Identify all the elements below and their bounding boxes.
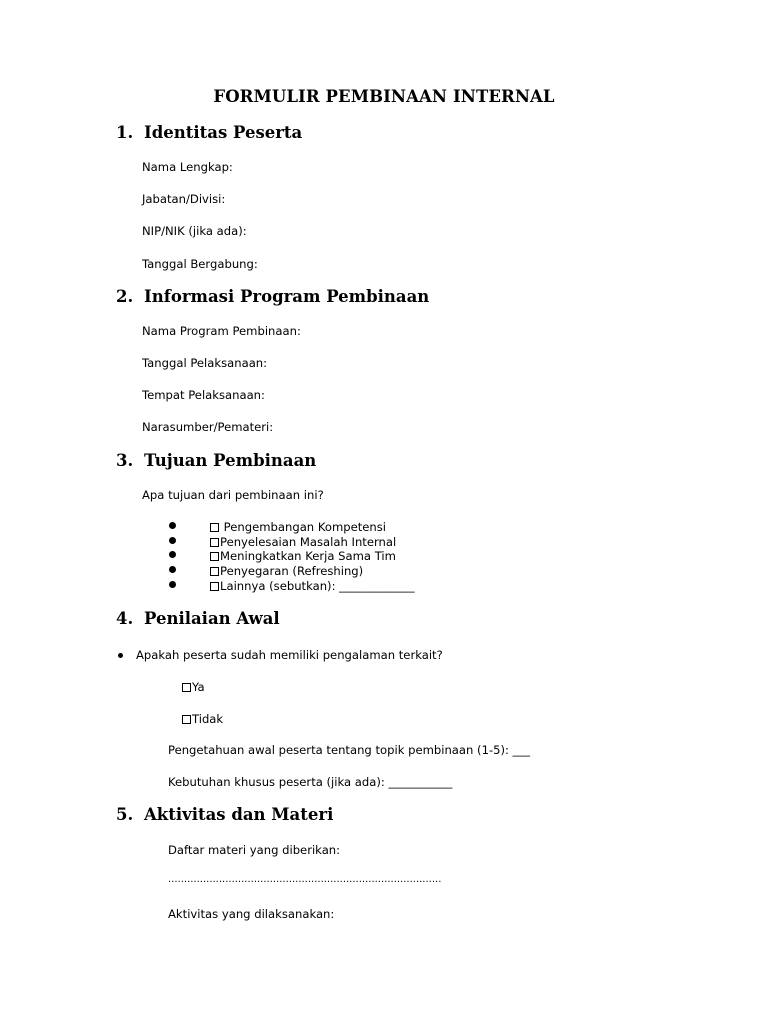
question-pengalaman: Apakah peserta sudah memiliki pengalaman terkait?: [136, 648, 443, 662]
checkbox-icon[interactable]: [210, 552, 219, 561]
section-number: 3.: [116, 451, 134, 470]
checkbox-icon[interactable]: [210, 582, 219, 591]
field-nama-program: Nama Program Pembinaan:: [142, 324, 301, 338]
field-jabatan-divisi: Jabatan/Divisi:: [142, 192, 226, 206]
section-title: Identitas Peserta: [144, 123, 303, 142]
option-penyelesaian-masalah[interactable]: [210, 535, 396, 549]
option-label: Pengembangan Kompetensi: [220, 520, 387, 534]
option-kerja-sama-tim[interactable]: [210, 549, 396, 563]
section-title: Penilaian Awal: [144, 609, 280, 628]
field-daftar-materi: Daftar materi yang diberikan:: [168, 843, 341, 857]
option-label: Meningkatkan Kerja Sama Tim: [220, 549, 396, 563]
option-label: Penyelesaian Masalah Internal: [220, 535, 397, 549]
document-title: FORMULIR PEMBINAAN INTERNAL: [213, 87, 555, 106]
dotted-fill-line: ......................................................................................: [168, 874, 442, 885]
option-label: Tidak: [192, 712, 224, 726]
option-ya[interactable]: [182, 680, 205, 694]
section-title: Aktivitas dan Materi: [144, 805, 334, 824]
section-heading-penilaian-awal: [116, 609, 280, 628]
option-lainnya[interactable]: [210, 579, 415, 593]
option-pengembangan-kompetensi[interactable]: [210, 520, 386, 534]
field-pengetahuan-awal: Pengetahuan awal peserta tentang topik pembinaan (1-5): ___: [168, 743, 531, 757]
checkbox-icon[interactable]: [182, 683, 191, 692]
field-nama-lengkap: Nama Lengkap:: [142, 160, 233, 174]
field-nip-nik: NIP/NIK (jika ada):: [142, 224, 247, 238]
section-number: 5.: [116, 805, 134, 824]
bullet-icon: [118, 653, 123, 658]
option-label: Lainnya (sebutkan): _____________: [220, 579, 415, 593]
section-heading-aktivitas-materi: [116, 805, 333, 824]
section-heading-identitas-peserta: [116, 123, 302, 142]
section-heading-tujuan-pembinaan: [116, 451, 316, 470]
field-tanggal-pelaksanaan: Tanggal Pelaksanaan:: [142, 356, 268, 370]
section-number: 2.: [116, 287, 134, 306]
section-heading-informasi-program: [116, 287, 429, 306]
option-label: Ya: [192, 680, 205, 694]
field-tempat-pelaksanaan: Tempat Pelaksanaan:: [142, 388, 265, 402]
bullet-icon: [169, 537, 176, 544]
section-title: Informasi Program Pembinaan: [144, 287, 430, 306]
section-number: 4.: [116, 609, 134, 628]
option-penyegaran[interactable]: [210, 564, 363, 578]
bullet-icon: [169, 581, 176, 588]
field-aktivitas: Aktivitas yang dilaksanakan:: [168, 907, 335, 921]
option-label: Penyegaran (Refreshing): [220, 564, 364, 578]
checkbox-icon[interactable]: [210, 567, 219, 576]
checkbox-icon[interactable]: [210, 538, 219, 547]
question-tujuan: Apa tujuan dari pembinaan ini?: [142, 488, 324, 502]
section-title: Tujuan Pembinaan: [144, 451, 317, 470]
field-narasumber: Narasumber/Pemateri:: [142, 420, 274, 434]
checkbox-icon[interactable]: [210, 523, 219, 532]
field-tanggal-bergabung: Tanggal Bergabung:: [142, 257, 258, 271]
checkbox-icon[interactable]: [182, 715, 191, 724]
section-number: 1.: [116, 123, 134, 142]
bullet-icon: [169, 522, 176, 529]
bullet-icon: [169, 551, 176, 558]
option-tidak[interactable]: [182, 712, 223, 726]
field-kebutuhan-khusus: Kebutuhan khusus peserta (jika ada): ___________: [168, 775, 453, 789]
bullet-icon: [169, 566, 176, 573]
